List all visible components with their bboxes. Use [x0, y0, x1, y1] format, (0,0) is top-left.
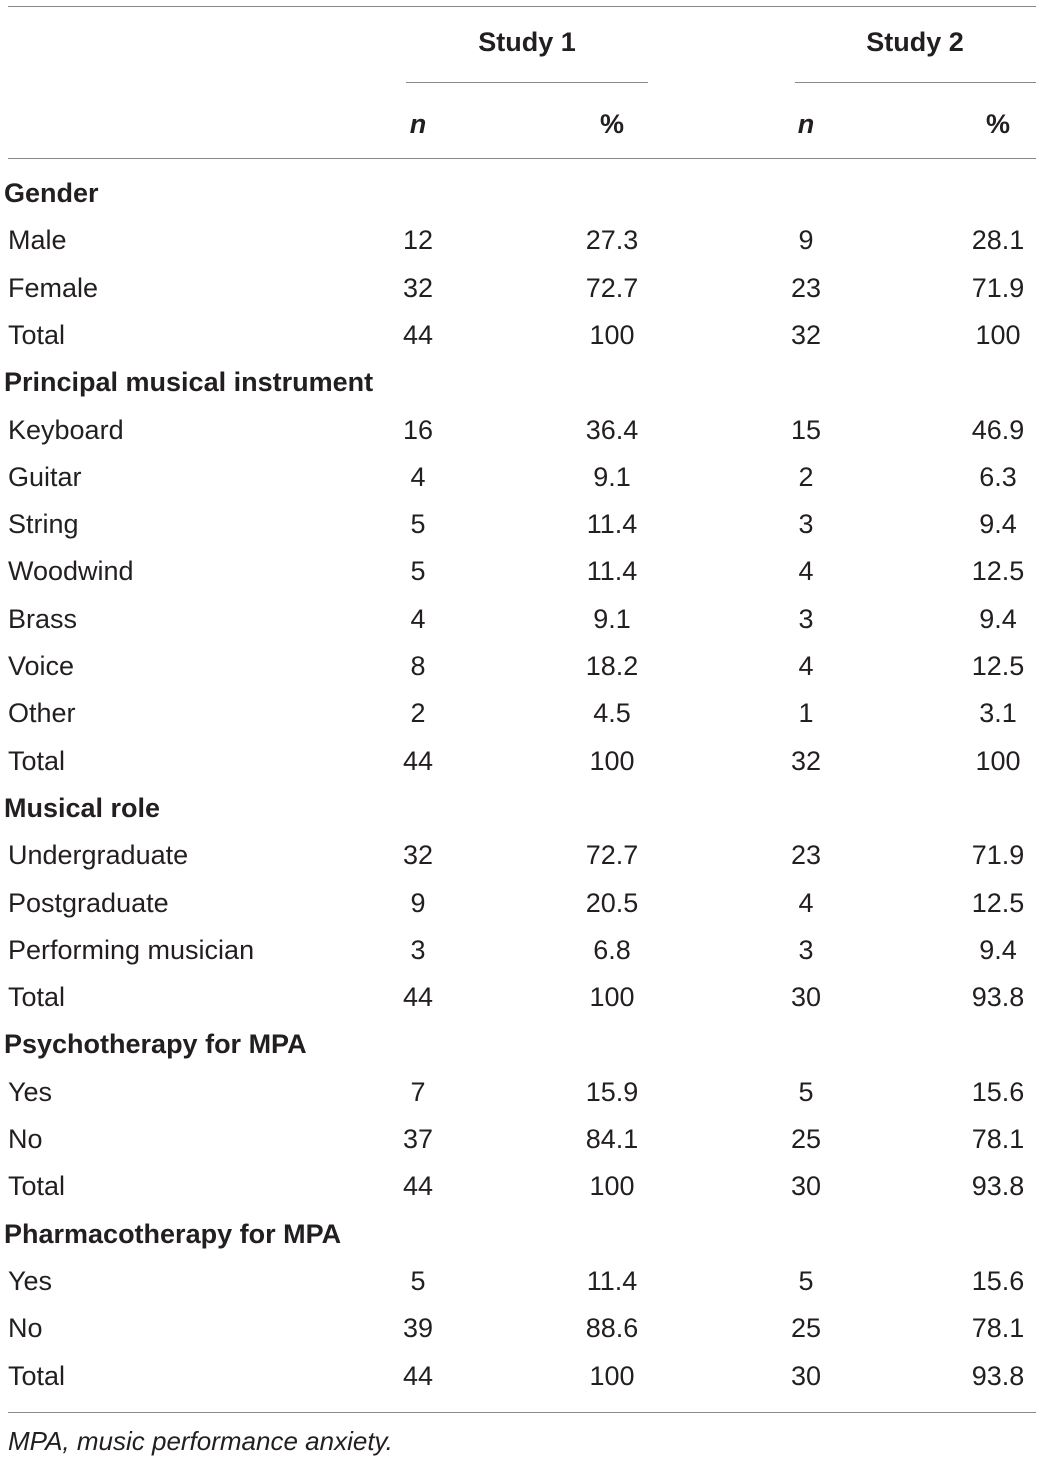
study1-pct-cell: 11.4	[586, 509, 638, 540]
study2-n-cell: 4	[798, 556, 814, 587]
section-title: Pharmacotherapy for MPA	[4, 1218, 342, 1249]
study1-header: Study 1	[478, 27, 576, 57]
study2-n-cell: 25	[790, 1313, 822, 1344]
study1-pct-cell: 18.2	[585, 651, 639, 681]
row-label: Woodwind	[8, 556, 134, 587]
row-label: Guitar	[8, 461, 82, 492]
study1-pct-cell: 4.5	[593, 698, 631, 729]
row-label: Undergraduate	[8, 840, 189, 871]
study1-pct-cell: 9.1	[593, 461, 631, 492]
study1-n-cell: 8	[410, 651, 426, 681]
section-title: Psychotherapy for MPA	[4, 1029, 307, 1060]
study2-n-cell: 30	[790, 982, 822, 1013]
study1-n-cell: 44	[402, 319, 434, 350]
study1-n-cell: 12	[402, 225, 434, 256]
study1-n-cell: 5	[410, 556, 426, 587]
study1-n-cell: 39	[402, 1313, 434, 1344]
row-label: Performing musician	[8, 934, 255, 965]
study1-pct-cell: 100	[589, 1360, 635, 1391]
study1-pct-cell: 72.7	[585, 840, 639, 871]
study2-n-cell: 30	[790, 1360, 822, 1391]
study2-pct-cell: 71.9	[971, 272, 1025, 303]
bottom-rule	[8, 1412, 1036, 1413]
study2-n-cell: 3	[798, 934, 814, 965]
study1-n-cell: 16	[402, 414, 434, 445]
study2-pct-cell: 12.5	[971, 651, 1025, 681]
study2-n-cell: 1	[798, 698, 814, 729]
study2-n-header: n	[797, 109, 815, 139]
study2-pct-cell: 12.5	[971, 887, 1025, 918]
study2-pct-cell: 15.6	[971, 1076, 1025, 1107]
study1-n-header: n	[409, 109, 427, 139]
row-label: Total	[8, 1171, 66, 1202]
section-title: Principal musical instrument	[4, 367, 374, 398]
top-rule	[8, 6, 1036, 7]
study1-pct-cell: 11.4	[586, 556, 638, 587]
study1-pct-cell: 100	[589, 1171, 635, 1202]
row-label: Male	[8, 225, 67, 256]
row-label: Keyboard	[8, 414, 124, 445]
study1-pct-cell: 9.1	[593, 603, 631, 634]
study1-pct-cell: 20.5	[585, 887, 639, 918]
study2-n-cell: 3	[798, 603, 814, 634]
study1-n-cell: 5	[410, 509, 426, 540]
study2-pct-cell: 46.9	[971, 414, 1025, 445]
study2-n-cell: 15	[790, 414, 822, 445]
study1-n-cell: 4	[410, 461, 426, 492]
study2-n-cell: 23	[790, 272, 822, 303]
study1-n-cell: 44	[402, 1171, 434, 1202]
row-label: Yes	[8, 1076, 53, 1107]
study2-n-cell: 4	[798, 651, 814, 681]
study1-pct-cell: 100	[589, 982, 635, 1013]
study1-pct-cell: 72.7	[585, 272, 639, 303]
study2-n-cell: 2	[798, 461, 814, 492]
study2-pct-cell: 93.8	[971, 1171, 1025, 1202]
study1-n-cell: 44	[402, 745, 434, 776]
study2-pct-cell: 9.4	[979, 603, 1017, 634]
study1-n-cell: 3	[410, 934, 426, 965]
study2-n-cell: 32	[790, 745, 822, 776]
study2-n-cell: 25	[790, 1124, 822, 1154]
study1-pct-cell: 6.8	[593, 934, 631, 965]
study2-n-cell: 23	[790, 840, 822, 871]
study1-n-cell: 2	[410, 698, 426, 729]
study1-n-cell: 44	[402, 1360, 434, 1391]
row-label: String	[8, 509, 79, 540]
study2-header: Study 2	[866, 27, 964, 57]
row-label: Total	[8, 982, 66, 1013]
study2-pct-cell: 28.1	[971, 225, 1025, 256]
study1-n-cell: 44	[402, 982, 434, 1013]
row-label: No	[8, 1313, 43, 1344]
study1-pct-cell: 15.9	[585, 1076, 639, 1107]
study1-pct-cell: 100	[589, 319, 635, 350]
section-title: Gender	[4, 178, 99, 208]
study1-pct-header: %	[599, 109, 625, 139]
section-title: Musical role	[4, 792, 161, 823]
study1-n-cell: 32	[402, 272, 434, 303]
study1-pct-cell: 36.4	[585, 414, 639, 445]
header-rule	[8, 158, 1036, 159]
study2-n-cell: 3	[798, 509, 814, 540]
row-label: Female	[8, 272, 99, 303]
study2-pct-cell: 12.5	[971, 556, 1025, 587]
row-label: Yes	[8, 1265, 53, 1296]
study1-pct-cell: 11.4	[586, 1265, 638, 1296]
study1-pct-cell: 88.6	[585, 1313, 639, 1344]
study2-pct-cell: 9.4	[979, 509, 1017, 540]
study2-pct-cell: 3.1	[979, 698, 1017, 729]
study1-rule	[406, 82, 648, 83]
row-label: Total	[8, 319, 66, 350]
study2-pct-cell: 93.8	[971, 982, 1025, 1013]
study2-pct-cell: 78.1	[971, 1124, 1025, 1154]
study1-n-cell: 9	[410, 887, 426, 918]
study1-pct-cell: 27.3	[585, 225, 639, 256]
row-label: No	[8, 1124, 43, 1154]
study2-pct-cell: 93.8	[971, 1360, 1025, 1391]
row-label: Brass	[8, 603, 78, 634]
study2-pct-cell: 100	[975, 745, 1021, 776]
row-label: Total	[8, 745, 66, 776]
row-label: Voice	[8, 651, 75, 681]
study2-pct-cell: 78.1	[971, 1313, 1025, 1344]
study2-n-cell: 5	[798, 1076, 814, 1107]
study2-n-cell: 30	[790, 1171, 822, 1202]
study1-pct-cell: 100	[589, 745, 635, 776]
study2-pct-cell: 100	[975, 319, 1021, 350]
study1-n-cell: 37	[402, 1124, 434, 1154]
study2-rule	[795, 82, 1036, 83]
study2-pct-cell: 15.6	[971, 1265, 1025, 1296]
study2-pct-cell: 6.3	[979, 461, 1017, 492]
study2-n-cell: 32	[790, 319, 822, 350]
study1-pct-cell: 84.1	[585, 1124, 639, 1154]
study2-n-cell: 9	[798, 225, 814, 256]
study2-n-cell: 4	[798, 887, 814, 918]
study2-pct-header: %	[985, 109, 1011, 139]
study2-pct-cell: 71.9	[971, 840, 1025, 871]
row-label: Total	[8, 1360, 66, 1391]
study1-n-cell: 5	[410, 1265, 426, 1296]
study1-n-cell: 32	[402, 840, 434, 871]
study2-pct-cell: 9.4	[979, 934, 1017, 965]
study1-n-cell: 7	[410, 1076, 426, 1107]
row-label: Other	[8, 698, 76, 729]
row-label: Postgraduate	[8, 887, 169, 918]
footnote: MPA, music performance anxiety.	[8, 1426, 393, 1456]
study2-n-cell: 5	[798, 1265, 814, 1296]
study1-n-cell: 4	[410, 603, 426, 634]
